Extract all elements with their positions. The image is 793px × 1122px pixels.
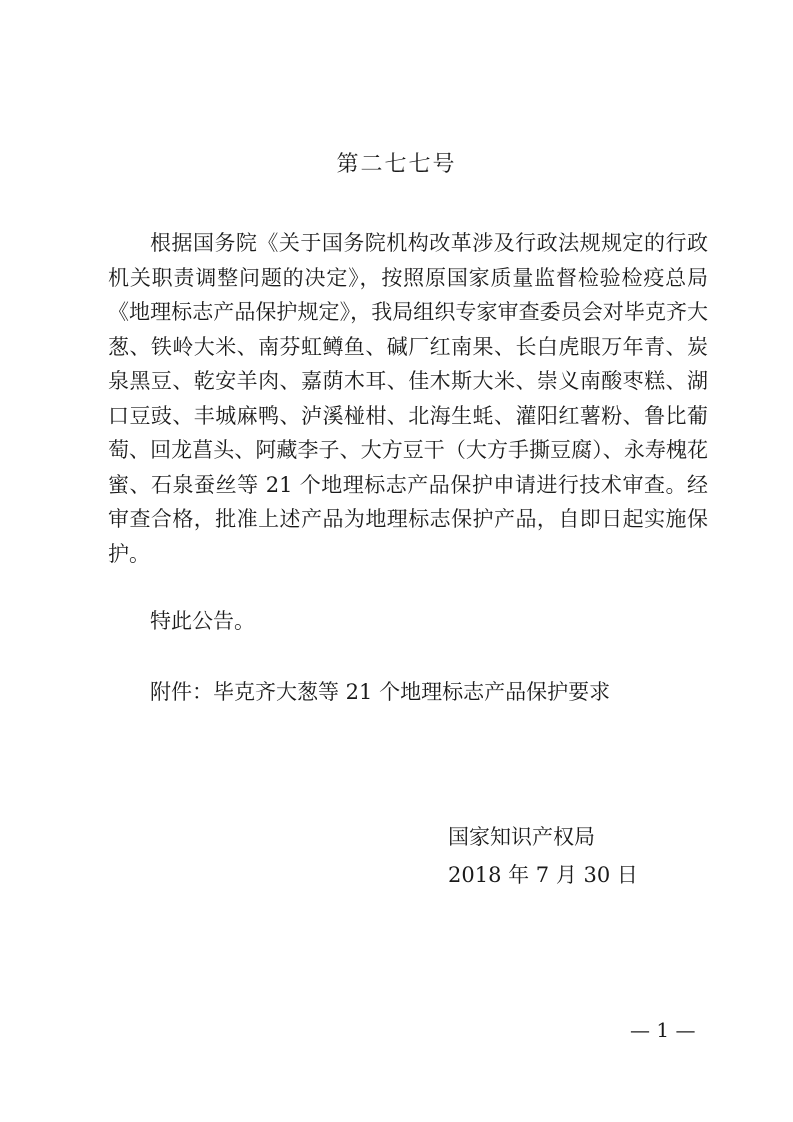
announcement-number-title: 第二七七号 — [336, 152, 457, 177]
body-paragraph: 根据国务院《关于国务院机构改革涉及行政法规规定的行政机关职责调整问题的决定》，按照原国家质量监督检验检疫总局《地理标志产品保护规定》，我局组织专家审查委员会对毕克齐大葱、铁岭大米、南芬虹鳟鱼、碱厂红南果、长白虎眼万年青、炭泉黑豆、乾安羊肉、嘉荫木耳、佳木斯大米、崇义南酸枣糕、湖口豆豉、丰城麻鸭、泸溪椪柑、北海生蚝、灌阳红薯粉、鲁比葡萄、回龙菖头、阿藏李子、大方豆干（大方手撕豆腐）、永寿槐花蜜、石泉蚕丝等 21 个地理标志产品保护申请进行技术审查。经审查合格，批准上述产品为地理标志保护产品，自即日起实施保护。 — [108, 231, 708, 566]
closing-statement: 特此公告。 — [150, 609, 255, 633]
page-number: — 1 — — [630, 1018, 696, 1042]
announcement-body — [108, 226, 708, 571]
attachment-line: 附件：毕克齐大葱等 21 个地理标志产品保护要求 — [150, 680, 611, 704]
issue-date: 2018 年 7 月 30 日 — [448, 863, 638, 887]
issuing-organization: 国家知识产权局 — [448, 825, 595, 849]
